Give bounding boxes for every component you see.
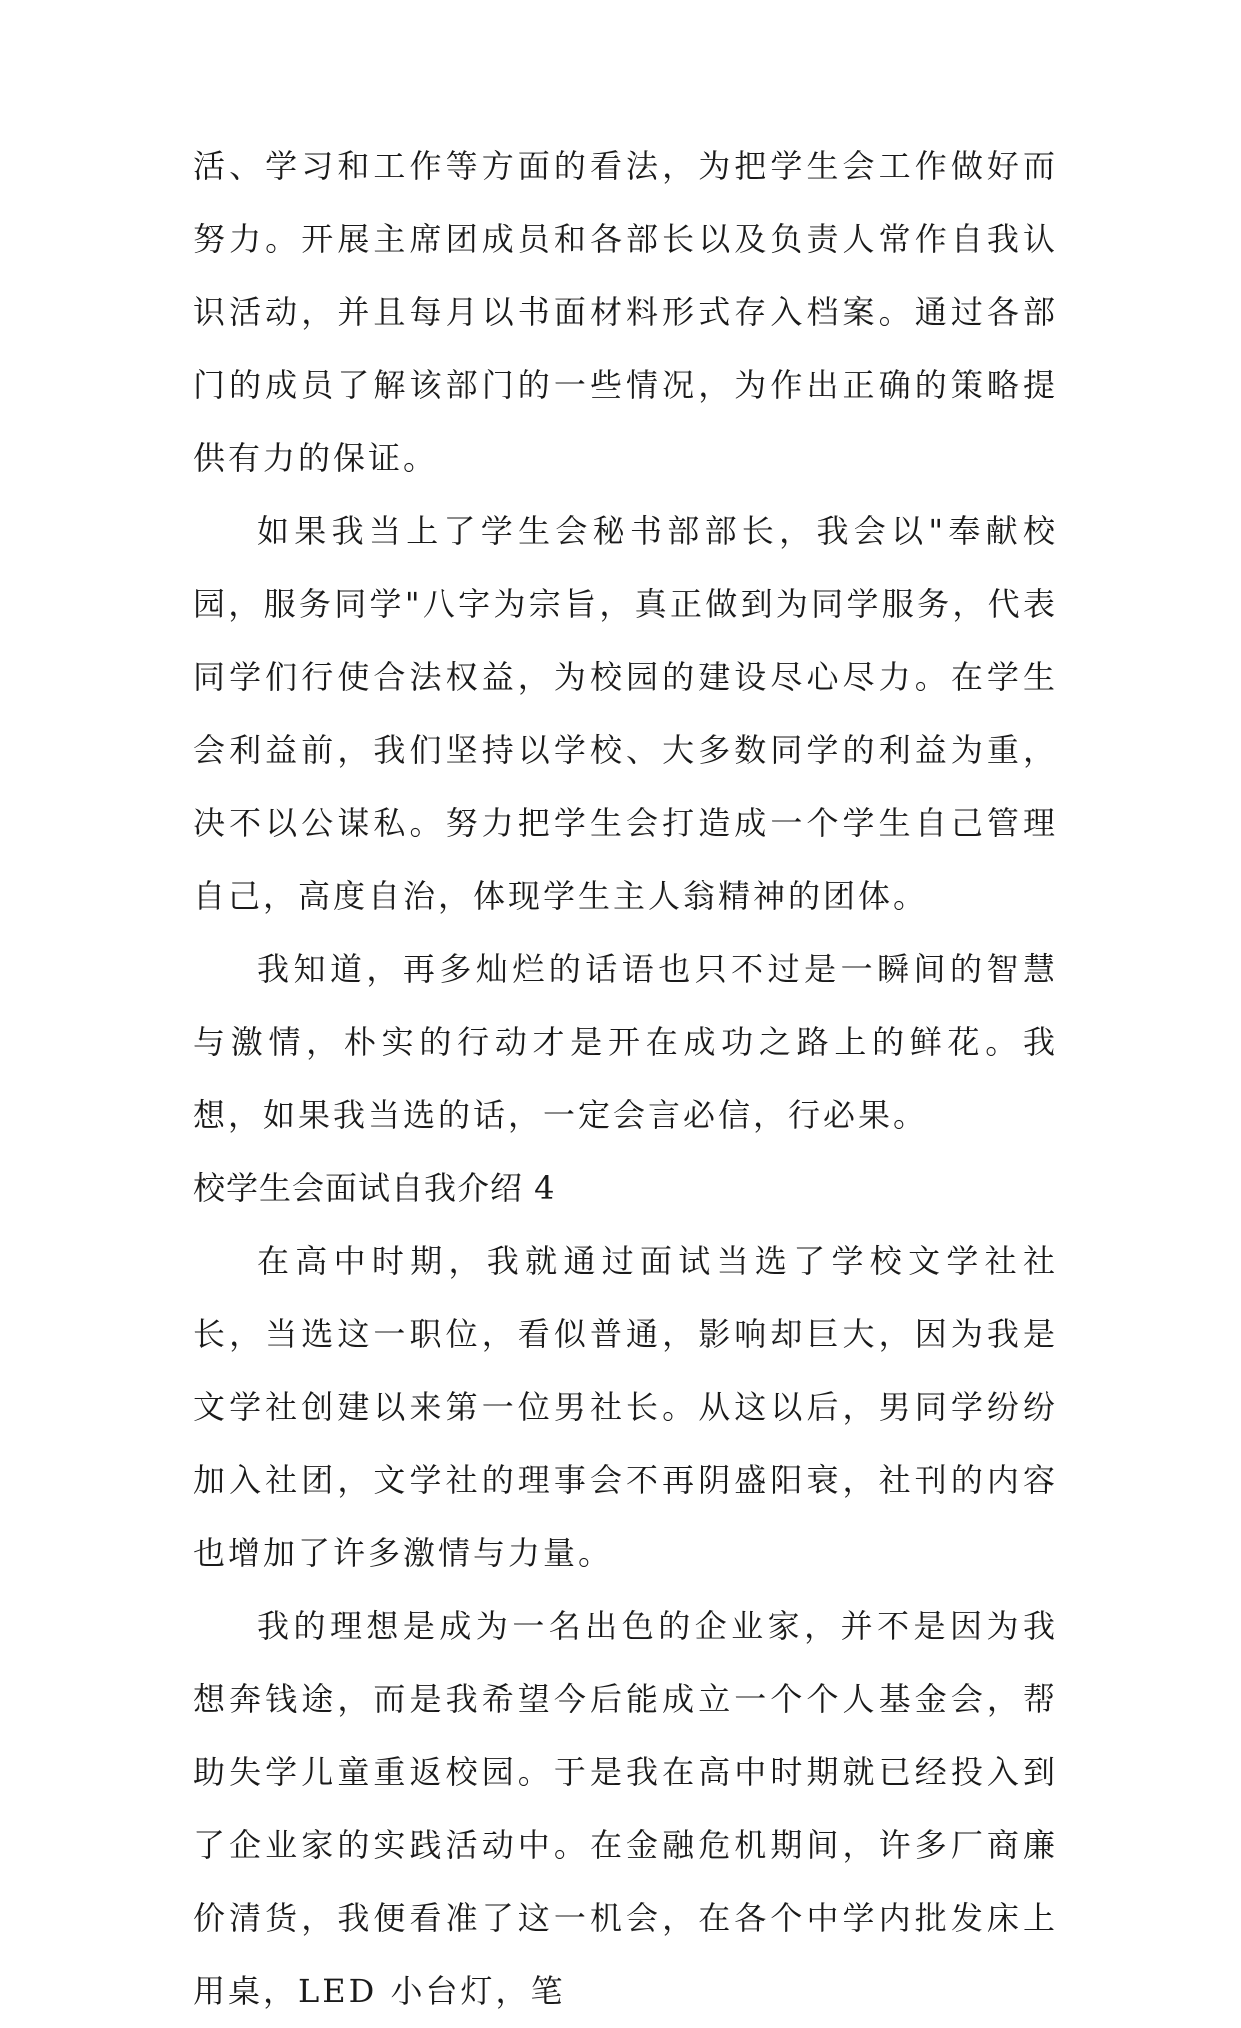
paragraph-closing: 我知道，再多灿烂的话语也只不过是一瞬间的智慧与激情，朴实的行动才是开在成功之路上的鲜花。我想，如果我当选的话，一定会言必信，行必果。: [193, 950, 1058, 1134]
section-heading: 校学生会面试自我介绍 4: [193, 1169, 556, 1207]
document-body: [193, 130, 1058, 2028]
paragraph-literary-club: 在高中时期，我就通过面试当选了学校文学社社长，当选这一职位，看似普通，影响却巨大，因为我是文学社创建以来第一位男社长。从这以后，男同学纷纷加入社团，文学社的理事会不再阴盛阳衰，社刊的内容也增加了许多激情与力量。: [193, 1242, 1058, 1572]
paragraph-secretary-pledge: 如果我当上了学生会秘书部部长，我会以"奉献校园，服务同学"八字为宗旨，真正做到为同学服务，代表同学们行使合法权益，为校园的建设尽心尽力。在学生会利益前，我们坚持以学校、大多数同学的利益为重，决不以公谋私。努力把学生会打造成一个学生自己管理自己，高度自治，体现学生主人翁精神的团体。: [193, 512, 1058, 915]
paragraph-continuation: 活、学习和工作等方面的看法，为把学生会工作做好而努力。开展主席团成员和各部长以及负责人常作自我认识活动，并且每月以书面材料形式存入档案。通过各部门的成员了解该部门的一些情况，为作出正确的策略提供有力的保证。: [193, 147, 1058, 477]
paragraph-entrepreneur-ideal: 我的理想是成为一名出色的企业家，并不是因为我想奔钱途，而是我希望今后能成立一个个人基金会，帮助失学儿童重返校园。于是我在高中时期就已经投入到了企业家的实践活动中。在金融危机期间，许多厂商廉价清货，我便看准了这一机会，在各个中学内批发床上用桌，LED 小台灯，笔: [193, 1607, 1058, 2010]
